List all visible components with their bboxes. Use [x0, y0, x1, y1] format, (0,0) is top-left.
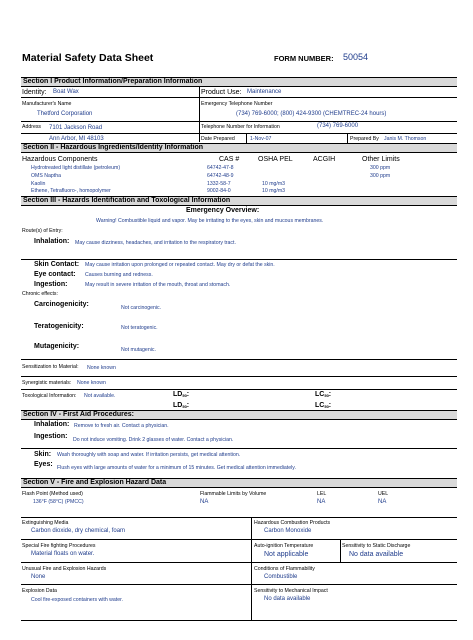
teratogenicity-text: Not teratogenic.	[121, 325, 158, 331]
inhalation-text: May cause dizziness, headaches, and irritation to the respiratory tract.	[75, 240, 236, 246]
flammable-limits-value: NA	[200, 499, 209, 505]
component-other: 300 ppm	[370, 165, 391, 171]
first-aid-ingestion-label: Ingestion:	[34, 433, 68, 440]
emergency-phone-label: Emergency Telephone Number	[201, 101, 273, 107]
info-phone-label: Telephone Number for Information	[201, 124, 280, 130]
section-3-heading: Section III - Hazards Identification and Toxological Information	[21, 196, 457, 206]
mechanical-impact-label: Sensitivity to Mechanical Impact	[254, 588, 328, 594]
autoignition-value: Not applicable	[264, 551, 309, 558]
divider	[199, 87, 200, 142]
divider	[21, 517, 457, 518]
lel-value: NA	[317, 499, 326, 505]
divider	[21, 376, 457, 377]
section-4-heading: Section IV - First Aid Procedures:	[21, 410, 457, 420]
divider	[21, 620, 457, 621]
col-acgih: ACGIH	[313, 156, 336, 163]
product-use-label: Product Use:	[201, 89, 242, 96]
component-name: OMS Naptha	[31, 173, 61, 179]
eye-contact-label: Eye contact:	[34, 271, 76, 278]
ingestion-label: Ingestion:	[34, 281, 68, 288]
mechanical-impact-value: No data available	[264, 596, 311, 602]
toxicological-label: Toxological Information:	[22, 393, 77, 399]
info-phone-value: (734) 769-6000	[317, 123, 359, 129]
divider	[21, 448, 457, 449]
emergency-phone-value: (734) 769-6000; (800) 424-9300 (CHEMTREC-24 hours)	[236, 111, 387, 117]
emergency-overview-title: Emergency Overview:	[186, 207, 260, 214]
ld50-label-1: $LD_{50}$:	[173, 391, 190, 398]
extinguishing-label: Extinguishing Media	[22, 520, 69, 526]
ld50-label-2: $LD_{50}$:	[173, 402, 190, 409]
divider	[21, 121, 457, 122]
col-other-limits: Other Limits	[362, 156, 400, 163]
divider	[21, 389, 457, 390]
uel-value: NA	[378, 499, 387, 505]
uel-label: UEL	[378, 491, 389, 497]
autoignition-label: Auto-ignition Temperature	[254, 543, 314, 549]
first-aid-skin-label: Skin:	[34, 451, 52, 458]
address-line-1: 7101 Jackson Road	[49, 125, 103, 131]
divider	[21, 359, 457, 360]
component-osha: 10 mg/m3	[262, 188, 286, 194]
sensitization-text: None known	[87, 365, 116, 371]
divider	[21, 539, 457, 540]
component-name: Hydrotreated light distillate (petroleum)	[31, 165, 121, 171]
manufacturer-value: Thetford Corporation	[37, 111, 93, 117]
static-discharge-label: Sensitivity to Static Discharge	[342, 543, 411, 549]
component-osha: 10 mg/m3	[262, 181, 286, 187]
combustion-products-value: Carbon Monoxide	[264, 528, 312, 534]
lc50-label-2: $LC_{50}$:	[315, 402, 332, 409]
ingestion-text: May result in severe irritation of the mouth, throat and stomach.	[85, 282, 231, 288]
carcinogenicity-label: Carcinogenicity:	[34, 301, 89, 308]
divider	[21, 562, 457, 563]
component-other: 300 ppm	[370, 173, 391, 179]
first-aid-ingestion-text: Do not induce vomiting. Drink 2 glasses of water. Contact a physician.	[73, 437, 234, 443]
toxicological-text: Not available.	[84, 393, 116, 399]
static-discharge-value: No data available	[349, 551, 404, 558]
col-cas: CAS #	[219, 156, 240, 163]
prepared-by-label: Prepared By	[350, 136, 379, 142]
identity-value: Boat Wax	[53, 89, 79, 95]
date-prepared-value: 1-Nov-07	[250, 136, 272, 142]
unusual-hazards-value: None	[31, 574, 46, 580]
divider	[21, 259, 457, 260]
chronic-effects-label: Chronic effects:	[22, 291, 58, 297]
firefighting-label: Special Fire fighting Procedures	[22, 543, 96, 549]
form-number-label: FORM NUMBER:	[274, 54, 334, 63]
mutagenicity-text: Not mutagenic.	[121, 347, 156, 353]
divider	[21, 584, 457, 585]
teratogenicity-label: Teratogenicity:	[34, 323, 84, 330]
flammability-conditions-value: Combustible	[264, 574, 298, 580]
lel-label: LEL	[317, 491, 327, 497]
routes-label: Route(s) of Entry:	[22, 228, 63, 234]
form-number: 50054	[343, 52, 369, 62]
explosion-data-label: Explosion Data	[22, 588, 57, 594]
synergistic-label: Synergistic materials:	[22, 380, 72, 386]
first-aid-skin-text: Wash thoroughly with soap and water. If irritation persists, get medical attention.	[57, 452, 241, 458]
eye-contact-text: Causes burning and redness.	[85, 272, 153, 278]
extinguishing-value: Carbon dioxide, dry chemical, foam	[31, 528, 126, 534]
mutagenicity-label: Mutagenicity:	[34, 343, 80, 350]
col-osha-pel: OSHA PEL	[258, 156, 293, 163]
date-prepared-label: Date Prepared	[201, 136, 235, 142]
first-aid-inhalation-text: Remove to fresh air. Contact a physician.	[74, 423, 169, 429]
identity-label: Identity:	[22, 89, 47, 96]
prepared-by-value: Janis M. Thomson	[384, 136, 427, 142]
skin-contact-text: May cause irritation upon prolonged or repeated contact. May dry or defat the skin.	[85, 262, 275, 268]
first-aid-inhalation-label: Inhalation:	[34, 421, 70, 428]
combustion-products-label: Hazardous Combustion Products	[254, 520, 331, 526]
section-1-heading: Section I Product Information/Preparation Information	[21, 77, 457, 87]
component-name: Ethene, Tetrafluoro-, homopolymer	[31, 188, 111, 194]
component-cas: 9002-84-0	[207, 188, 231, 194]
first-aid-eyes-text: Flush eyes with large amounts of water for a minimum of 15 minutes. Get medical attention immediately.	[57, 465, 296, 471]
component-cas: 64742-48-9	[207, 173, 234, 179]
section-5-heading: Section V - Fire and Explosion Hazard Data	[21, 478, 457, 488]
col-components: Hazardous Components	[22, 156, 98, 163]
carcinogenicity-text: Not carcinogenic.	[121, 305, 162, 311]
synergistic-text: None known	[77, 380, 106, 386]
component-cas: 1332-58-7	[207, 181, 231, 187]
component-name: Kaolin	[31, 181, 46, 187]
divider	[21, 97, 457, 98]
skin-contact-label: Skin Contact:	[34, 261, 80, 268]
inhalation-label: Inhalation:	[34, 238, 70, 245]
manufacturer-label: Manufacturer's Name	[22, 101, 72, 107]
divider	[21, 133, 457, 134]
firefighting-value: Material floats on water.	[31, 551, 95, 557]
flash-point-value: 136°F (58°C) (PMCC)	[33, 499, 84, 505]
explosion-data-value: Cool fire-exposed containers with water.	[31, 597, 123, 603]
sensitization-label: Sensitization to Material:	[22, 364, 79, 370]
document-title: Material Safety Data Sheet	[22, 52, 154, 64]
divider	[246, 133, 247, 143]
divider	[347, 133, 348, 143]
address-label: Address	[22, 124, 42, 130]
divider	[340, 539, 341, 562]
divider	[251, 517, 252, 620]
flammable-limits-label: Flammable Limits by Volume	[200, 491, 267, 497]
emergency-overview-text: Warning! Combustible liquid and vapor. May be irritating to the eyes, skin and mucous membranes.	[96, 218, 324, 224]
flash-point-label: Flash Point (Method used)	[22, 491, 83, 497]
unusual-hazards-label: Unusual Fire and Explosion Hazards	[22, 566, 107, 572]
lc50-label-1: $LC_{50}$:	[315, 391, 332, 398]
product-use-value: Maintenance	[247, 89, 282, 95]
component-cas: 64742-47-8	[207, 165, 234, 171]
address-line-2: Ann Arbor, MI 48103	[49, 136, 104, 142]
flammability-conditions-label: Conditions of Flammability	[254, 566, 315, 572]
first-aid-eyes-label: Eyes:	[34, 461, 53, 468]
section-2-heading: Section II - Hazardous Ingredients/Identity Information	[21, 143, 457, 153]
